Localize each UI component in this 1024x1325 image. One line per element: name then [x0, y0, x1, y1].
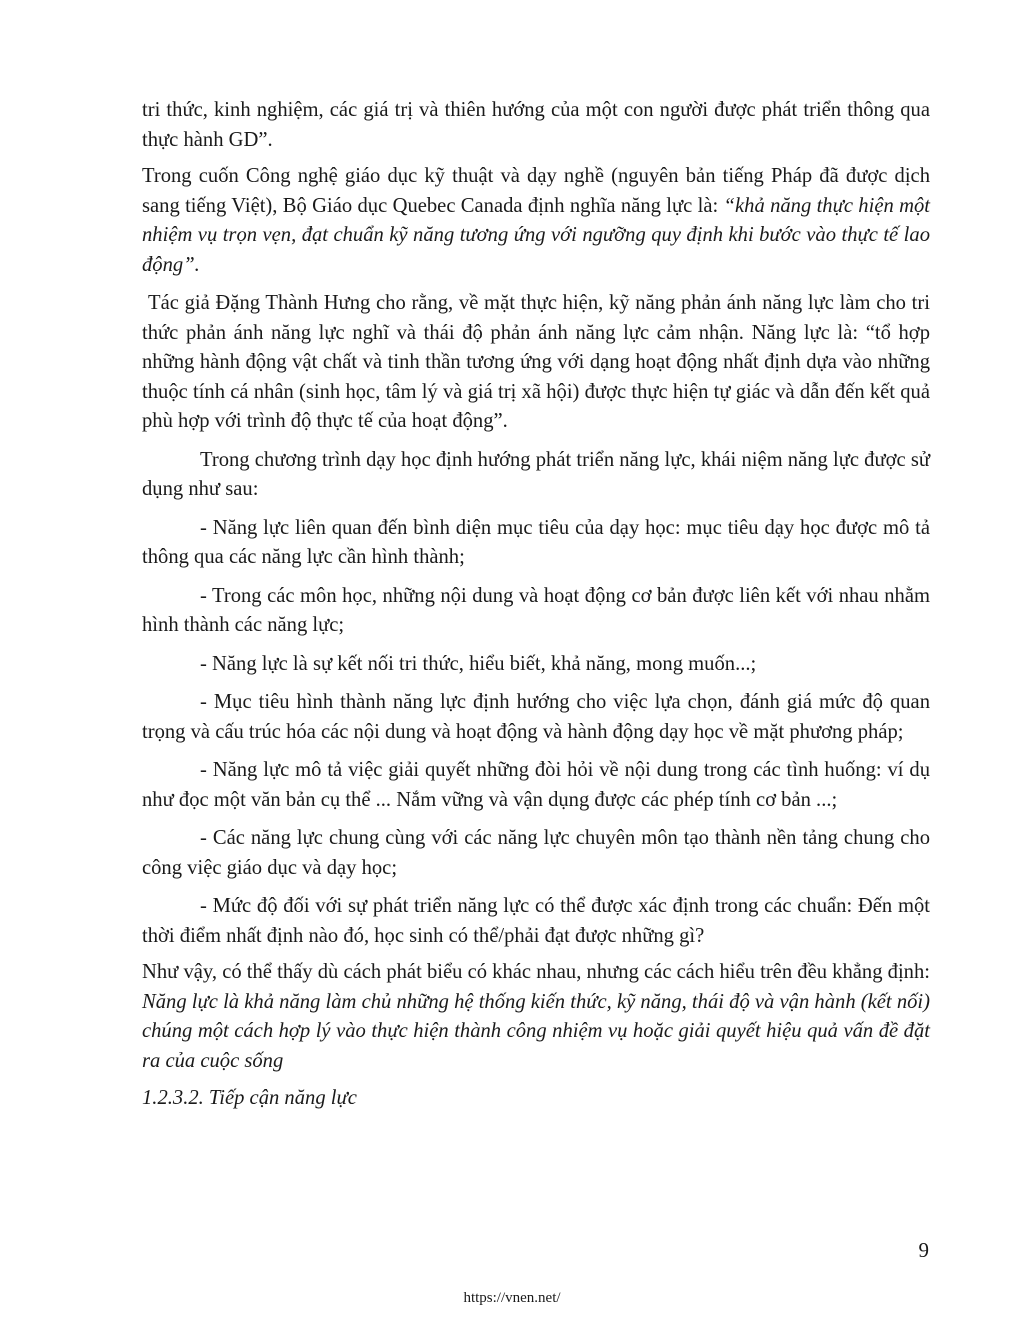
section-heading: 1.2.3.2. Tiếp cận năng lực — [142, 1087, 357, 1109]
list-item: - Năng lực mô tả việc giải quyết những đòi hỏi về nội dung trong các tình huống: ví dụ như đọc một văn bản cụ thể ... Nắm vững và vận dụng được các phép tính cơ bản ...; — [142, 759, 930, 811]
paragraph-2-text: Trong cuốn Công nghệ giáo dục kỹ thuật và dạy nghề (nguyên bản tiếng Pháp đã được dịch sang tiếng Việt), Bộ Giáo dục Quebec Canada định nghĩa năng lực là: — [142, 165, 930, 217]
list-item: - Mục tiêu hình thành năng lực định hướng cho việc lựa chọn, đánh giá mức độ quan trọng và cấu trúc hóa các nội dung và hoạt động và hành động dạy học về mặt phương pháp; — [142, 691, 930, 743]
list-item: - Mức độ đối với sự phát triển năng lực có thể được xác định trong các chuẩn: Đến một thời điểm nhất định nào đó, học sinh có thể/phải đạt được những gì? — [142, 895, 930, 947]
list-item: - Năng lực liên quan đến bình diện mục tiêu của dạy học: mục tiêu dạy học được mô tả thông qua các năng lực cần hình thành; — [142, 516, 930, 568]
paragraph-2 — [142, 162, 930, 280]
list-item: - Các năng lực chung cùng với các năng lực chuyên môn tạo thành nền tảng chung cho công việc giáo dục và dạy học; — [142, 827, 930, 879]
footer-url: https://vnen.net/ — [463, 1290, 561, 1306]
paragraph-3: Tác giả Đặng Thành Hưng cho rằng, về mặt thực hiện, kỹ năng phản ánh năng lực làm cho tri thức phản ánh năng lực nghĩ và thái độ phản ánh năng lực cảm nhận. Năng lực là: “tổ hợp những hành động vật chất và tinh thần tương ứng với dạng hoạt động nhất định dựa vào những thuộc tính cá nhân (sinh học, tâm lý và giá trị xã hội) được thực hiện tự giác và dẫn đến kết quả phù hợp với trình độ thực tế của hoạt động”. — [142, 292, 930, 432]
paragraph-4: Trong chương trình dạy học định hướng phát triển năng lực, khái niệm năng lực được sử dụng như sau: — [142, 448, 930, 500]
list-item: - Trong các môn học, những nội dung và hoạt động cơ bản được liên kết với nhau nhằm hình thành các năng lực; — [142, 584, 930, 636]
document-page — [142, 96, 930, 1114]
paragraph-1: tri thức, kinh nghiệm, các giá trị và thiên hướng của một con người được phát triển thông qua thực hành GD”. — [142, 99, 930, 151]
paragraph-2-quote: “khả năng thực hiện một nhiệm vụ trọn vẹn, đạt chuẩn kỹ năng tương ứng với ngưỡng quy định khi bước vào thực tế lao động”. — [142, 194, 930, 276]
paragraph-conclusion — [142, 958, 930, 1076]
paragraph-conclusion-text: Như vậy, có thể thấy dù cách phát biểu có khác nhau, nhưng các cách hiểu trên đều khẳng định: — [142, 961, 930, 983]
list-item: - Năng lực là sự kết nối tri thức, hiểu biết, khả năng, mong muốn...; — [200, 652, 757, 675]
paragraph-conclusion-definition: Năng lực là khả năng làm chủ những hệ thống kiến thức, kỹ năng, thái độ và vận hành (kết nối) chúng một cách hợp lý vào thực hiện thành công nhiệm vụ hoặc giải quyết hiệu quả vấn đề đặt ra của cuộc sống — [142, 990, 930, 1072]
page-number: 9 — [918, 1238, 929, 1262]
